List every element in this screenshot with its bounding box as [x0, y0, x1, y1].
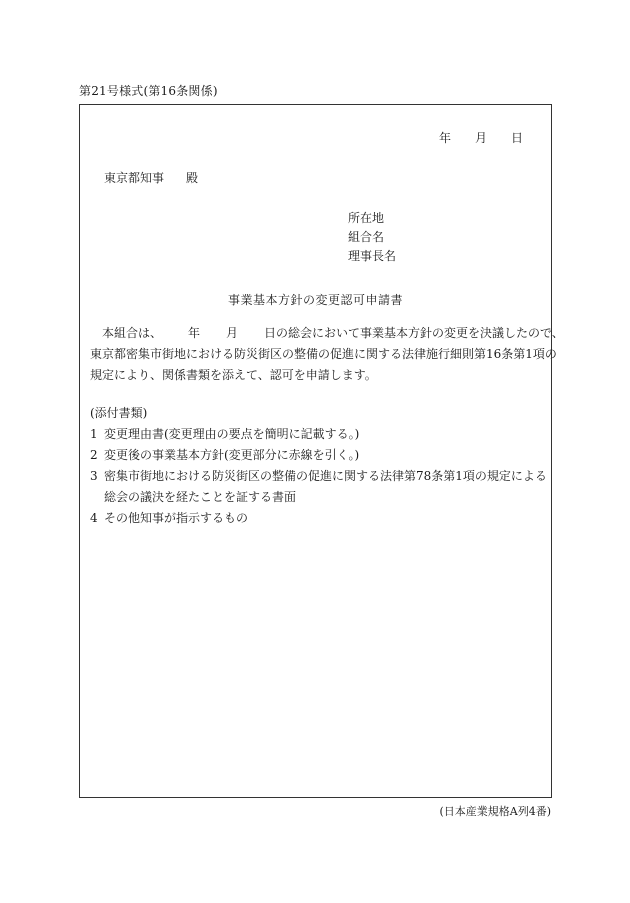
date-month: 月	[474, 131, 487, 145]
attachment-text: 変更理由書(変更理由の要点を簡明に記載する。)	[104, 427, 360, 441]
date-year: 年	[438, 131, 451, 145]
applicant-block	[348, 209, 396, 266]
application-form-frame	[79, 104, 564, 798]
body-line-2: 東京都密集市街地における防災街区の整備の促進に関する法律施行細則第16条第1項の	[90, 347, 557, 361]
document-title: 事業基本方針の変更認可申請書	[227, 293, 403, 307]
attachment-item-continuation: 総会の議決を経たことを証する書面	[104, 490, 297, 504]
body-month: 月	[226, 326, 239, 340]
attachment-number: 2	[90, 448, 98, 462]
form-number: 第21号様式(第16条関係)	[79, 84, 218, 98]
attachment-text: その他知事が指示するもの	[104, 511, 249, 525]
body-line-1	[90, 323, 564, 344]
attachment-item	[90, 466, 550, 487]
attachments-section	[90, 403, 550, 529]
date-line	[439, 129, 523, 146]
paper-size-note: (日本産業規格A列4番)	[439, 805, 551, 818]
attachments-heading: (添付書類)	[90, 406, 148, 420]
attachment-item	[90, 508, 550, 529]
addressee	[104, 169, 198, 186]
attachment-number: 3	[90, 469, 98, 483]
addressee-name: 東京都知事	[104, 171, 165, 185]
body-text	[90, 323, 564, 386]
attachment-item	[90, 424, 550, 445]
body-line-1-a: 本組合は、	[102, 326, 163, 340]
attachment-text: 変更後の事業基本方針(変更部分に赤線を引く。)	[104, 448, 360, 462]
association-label: 組合名	[348, 230, 385, 244]
body-line-1-b: 日の総会において事業基本方針の変更を決議したので、	[264, 326, 564, 340]
attachment-item	[90, 445, 550, 466]
body-year: 年	[188, 326, 201, 340]
attachment-number: 4	[90, 511, 98, 525]
body-line-3: 規定により、関係書類を添えて、認可を申請します。	[90, 368, 377, 382]
address-label: 所在地	[348, 211, 385, 225]
director-label: 理事長名	[348, 249, 397, 263]
attachment-number: 1	[90, 427, 98, 441]
addressee-honorific: 殿	[186, 171, 199, 185]
attachment-text: 密集市街地における防災街区の整備の促進に関する法律第78条第1項の規定による	[104, 469, 547, 483]
date-day: 日	[510, 131, 523, 145]
